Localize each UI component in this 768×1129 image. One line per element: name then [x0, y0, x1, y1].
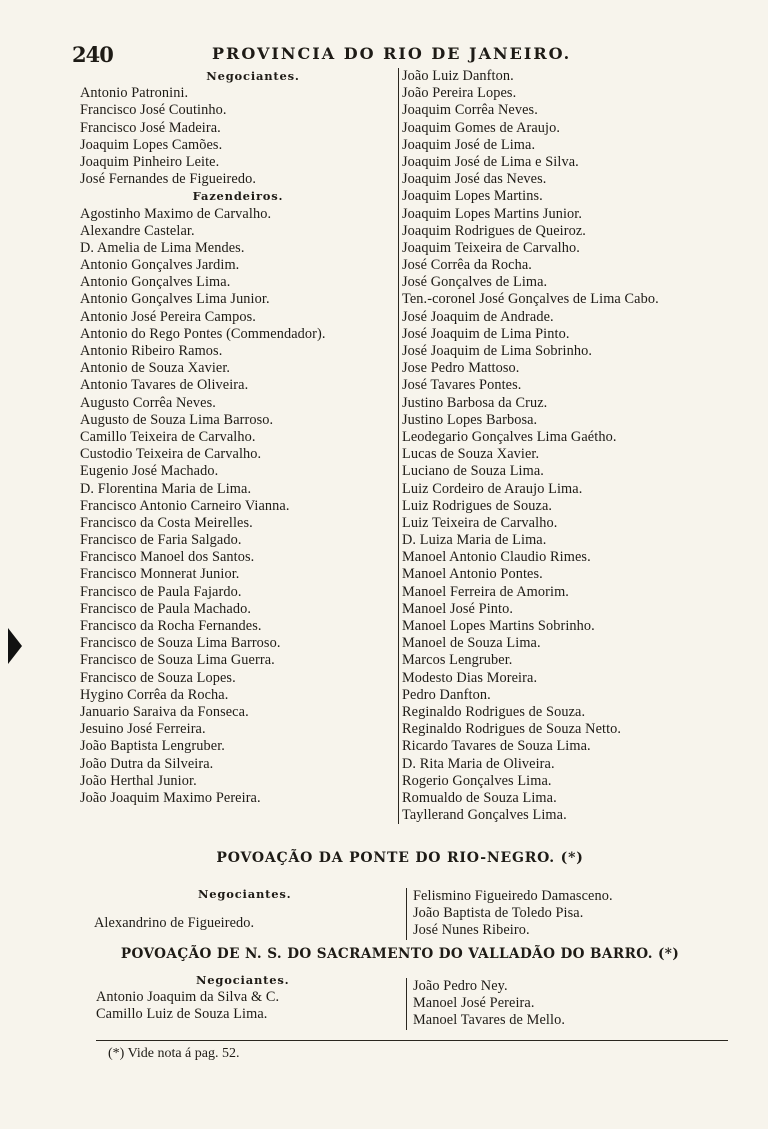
list-item: Luiz Teixeira de Carvalho.	[402, 514, 558, 531]
list-item: Francisco de Souza Lima Barroso.	[80, 635, 281, 652]
list-item: Joaquim Teixeira de Carvalho.	[402, 239, 580, 256]
right-column	[398, 68, 732, 824]
list-item: Custodio Teixeira de Carvalho.	[80, 446, 262, 463]
list-item: Januario Saraiva da Fonseca.	[80, 703, 249, 720]
list-item: Francisco da Rocha Fernandes.	[80, 618, 262, 634]
list-item: Manoel Tavares de Mello.	[413, 1012, 566, 1029]
list-item: Marcos Lengruber.	[402, 652, 513, 669]
list-item: Ricardo Tavares de Souza Lima.	[402, 738, 591, 755]
list-item: Joaquim José das Neves.	[402, 171, 547, 188]
list-item: Romualdo de Souza Lima.	[402, 789, 557, 806]
section-subhead: Fazendeiros.	[192, 189, 284, 204]
list-item: Augusto Corrêa Neves.	[80, 394, 216, 411]
list-item: Luiz Rodrigues de Souza.	[402, 497, 553, 514]
list-item: Joaquim Rodrigues de Queiroz.	[402, 222, 586, 239]
page-number: 240	[72, 42, 113, 67]
list-item: Justino Barbosa da Cruz.	[402, 394, 548, 411]
list-item: Joaquim José de Lima e Silva.	[402, 153, 579, 170]
list-item: Manoel Ferreira de Amorim.	[402, 583, 569, 600]
list-item: Joaquim José de Lima.	[402, 136, 536, 153]
subhead-negociantes: Negociantes.	[196, 973, 290, 987]
list-item: D. Luiza Maria de Lima.	[402, 532, 547, 549]
list-item: Felismino Figueiredo Damasceno.	[413, 888, 613, 904]
list-item: Antonio Gonçalves Lima Junior.	[80, 291, 270, 308]
list-item: Manoel de Souza Lima.	[402, 635, 541, 652]
list-item: Francisco de Paula Machado.	[80, 600, 252, 617]
list-item: João Baptista de Toledo Pisa.	[413, 905, 584, 922]
list-item: José Joaquim de Andrade.	[402, 308, 554, 325]
list-item: Manoel Lopes Martins Sobrinho.	[402, 618, 595, 634]
list-item: Manoel Antonio Claudio Rimes.	[402, 549, 591, 566]
list-item: Manoel José Pereira.	[413, 995, 535, 1012]
list-item: João Dutra da Silveira.	[80, 755, 214, 772]
list-item: Francisco Antonio Carneiro Vianna.	[80, 497, 290, 514]
list-item: Francisco da Costa Meirelles.	[80, 514, 253, 531]
list-item: João Pereira Lopes.	[402, 85, 517, 102]
list-item: Augusto de Souza Lima Barroso.	[80, 411, 274, 428]
list-item: Jose Pedro Mattoso.	[402, 360, 520, 377]
list-item: Francisco de Souza Lopes.	[80, 669, 236, 686]
section-rio-negro-right	[406, 888, 733, 940]
section-title-valladao: POVOAÇÃO DE N. S. DO SACRAMENTO DO VALLADÃO DO BARRO. (*)	[120, 946, 680, 962]
list-item: Camillo Teixeira de Carvalho.	[80, 428, 256, 445]
subhead-negociantes: Negociantes.	[198, 887, 292, 901]
list-item: Antonio de Souza Xavier.	[80, 360, 231, 377]
list-item: Francisco Manoel dos Santos.	[80, 549, 255, 566]
list-item: Tayllerand Gonçalves Lima.	[402, 807, 567, 824]
list-item: Francisco de Souza Lima Guerra.	[80, 652, 275, 669]
list-item: Joaquim Pinheiro Leite.	[80, 153, 220, 170]
list-item: Francisco Monnerat Junior.	[80, 566, 240, 583]
list-item: José Tavares Pontes.	[402, 377, 522, 394]
list-item: Manoel Antonio Pontes.	[402, 566, 543, 583]
list-item: Antonio Joaquim da Silva & C.	[96, 989, 280, 1006]
list-item: Justino Lopes Barbosa.	[402, 411, 538, 428]
list-item: Francisco José Madeira.	[80, 119, 221, 136]
section-subhead: Negociantes.	[206, 69, 300, 83]
list-item: Joaquim Lopes Martins.	[402, 188, 543, 205]
list-item: José Corrêa da Rocha.	[402, 257, 532, 274]
section-valladao-left	[94, 972, 400, 1024]
list-item: Luciano de Souza Lima.	[402, 463, 544, 480]
list-item: Modesto Dias Moreira.	[402, 669, 538, 686]
list-item: Joaquim Corrêa Neves.	[402, 102, 538, 119]
list-item: Alexandre Castelar.	[80, 222, 195, 239]
section-rio-negro-left	[94, 886, 400, 932]
list-item: Alexandrino de Figueiredo.	[94, 915, 255, 932]
list-item: Luiz Cordeiro de Araujo Lima.	[402, 480, 583, 497]
list-item: José Joaquim de Lima Sobrinho.	[402, 343, 593, 359]
list-item: Jesuino José Ferreira.	[80, 721, 206, 738]
list-item: João Luiz Danfton.	[402, 68, 514, 84]
list-item: Hygino Corrêa da Rocha.	[80, 686, 229, 703]
list-item: Manoel José Pinto.	[402, 600, 514, 617]
list-item: Lucas de Souza Xavier.	[402, 446, 540, 463]
list-item: Joaquim Gomes de Araujo.	[402, 119, 561, 136]
running-title: PROVINCIA DO RIO DE JANEIRO.	[212, 44, 572, 63]
list-item: Reginaldo Rodrigues de Souza.	[402, 703, 586, 720]
section-valladao-right	[406, 978, 733, 1030]
list-item: D. Florentina Maria de Lima.	[80, 480, 252, 497]
list-item: Antonio Tavares de Oliveira.	[80, 377, 249, 394]
list-item: Francisco de Paula Fajardo.	[80, 583, 242, 600]
list-item: Agostinho Maximo de Carvalho.	[80, 205, 272, 222]
list-item: Pedro Danfton.	[402, 686, 491, 703]
section-title-rio-negro: POVOAÇÃO DA PONTE DO RIO-NEGRO. (*)	[216, 850, 584, 866]
list-item: Antonio do Rego Pontes (Commendador).	[80, 325, 326, 342]
list-item: Leodegario Gonçalves Lima Gaétho.	[402, 428, 617, 445]
left-column	[80, 68, 396, 807]
list-item: Antonio Gonçalves Jardim.	[80, 257, 240, 274]
list-item: José Nunes Ribeiro.	[413, 922, 530, 939]
list-item: João Herthal Junior.	[80, 772, 197, 789]
list-item: João Baptista Lengruber.	[80, 738, 225, 755]
divider	[96, 1040, 728, 1041]
list-item: José Fernandes de Figueiredo.	[80, 171, 257, 188]
list-item: Antonio Patronini.	[80, 85, 189, 102]
list-item: Reginaldo Rodrigues de Souza Netto.	[402, 721, 622, 738]
list-item: Joaquim Lopes Martins Junior.	[402, 205, 583, 222]
list-item: Antonio Gonçalves Lima.	[80, 274, 231, 291]
list-item: José Gonçalves de Lima.	[402, 274, 548, 291]
list-item: João Joaquim Maximo Pereira.	[80, 789, 261, 806]
list-item: Joaquim Lopes Camões.	[80, 136, 223, 153]
page-header	[72, 42, 692, 68]
list-item: D. Rita Maria de Oliveira.	[402, 755, 555, 772]
margin-triangle-icon	[8, 628, 22, 664]
list-item: Antonio Ribeiro Ramos.	[80, 343, 223, 359]
list-item: D. Amelia de Lima Mendes.	[80, 239, 245, 256]
list-item: Ten.-coronel José Gonçalves de Lima Cabo.	[402, 291, 659, 308]
list-item: Eugenio José Machado.	[80, 463, 219, 480]
list-item: Rogerio Gonçalves Lima.	[402, 772, 552, 789]
list-item: Francisco de Faria Salgado.	[80, 532, 242, 549]
list-item: Camillo Luiz de Souza Lima.	[96, 1006, 268, 1023]
list-item: João Pedro Ney.	[413, 978, 508, 994]
footnote: (*) Vide nota á pag. 52.	[108, 1046, 240, 1061]
list-item: Francisco José Coutinho.	[80, 102, 227, 119]
list-item: Antonio José Pereira Campos.	[80, 308, 256, 325]
list-item: José Joaquim de Lima Pinto.	[402, 325, 570, 342]
